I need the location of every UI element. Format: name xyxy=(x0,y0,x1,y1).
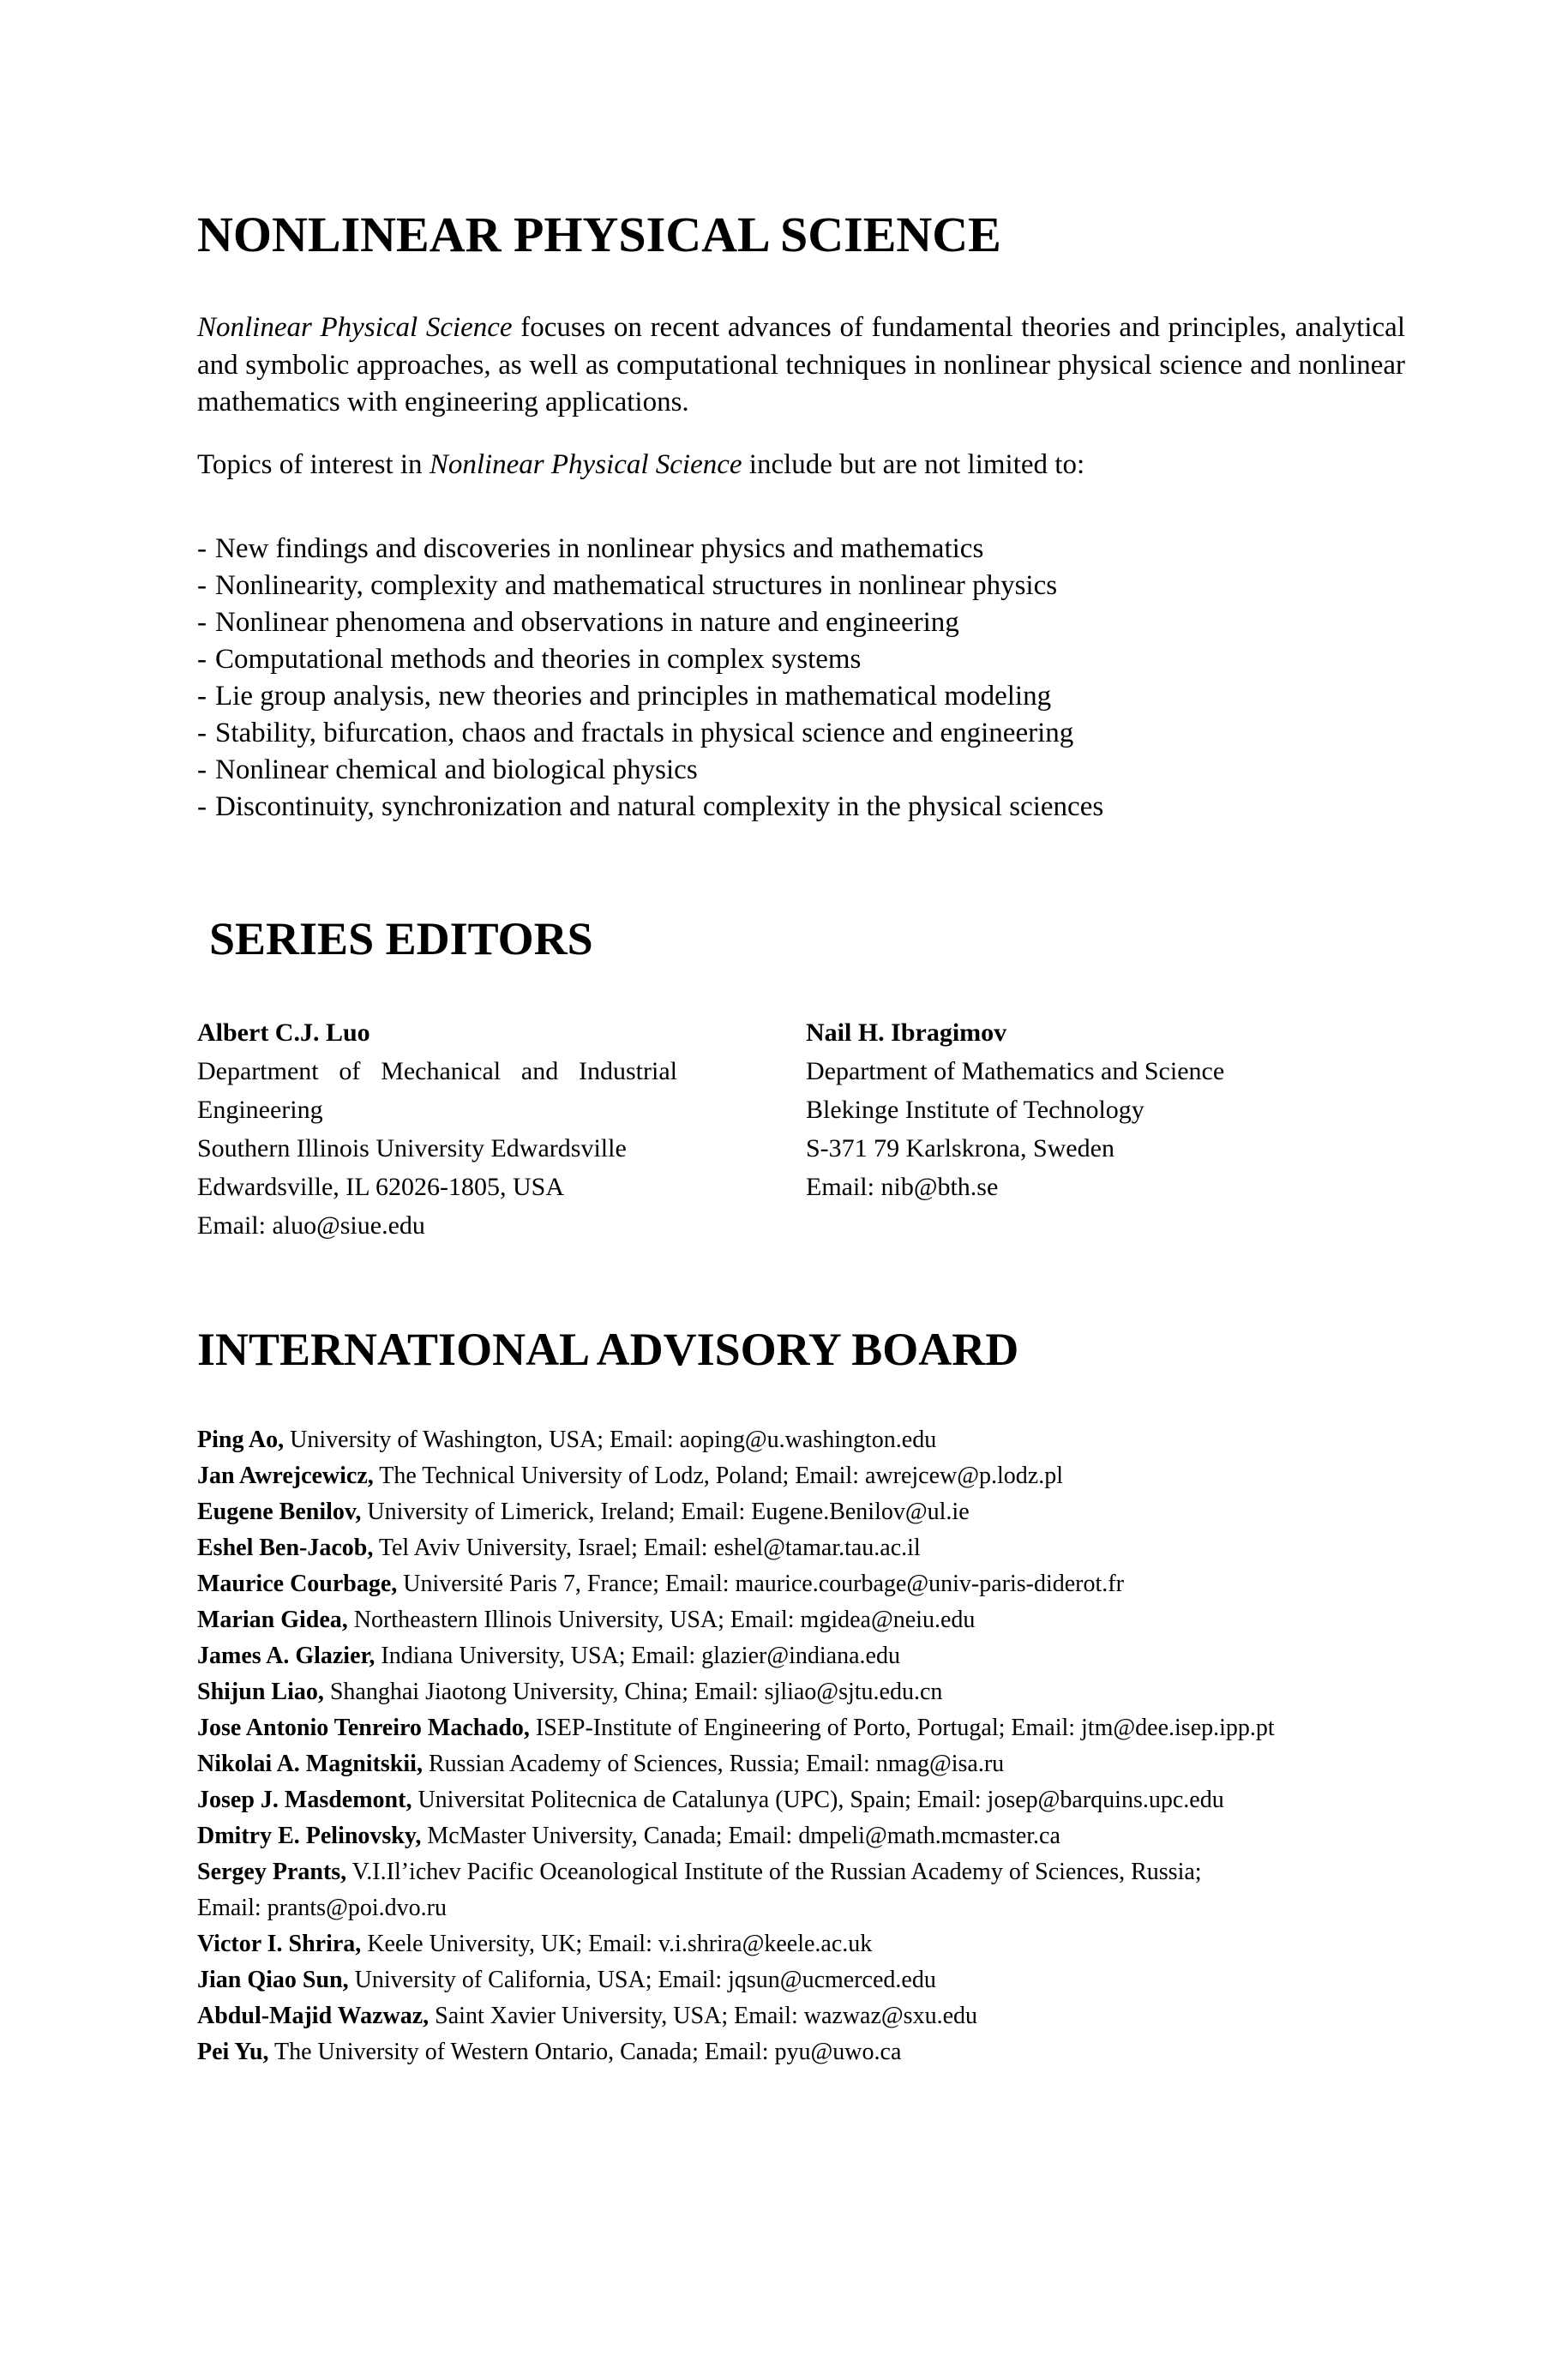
page-title: NONLINEAR PHYSICAL SCIENCE xyxy=(197,207,1001,262)
member-name: Eshel Ben-Jacob, xyxy=(197,1534,374,1561)
topic-item xyxy=(197,789,1405,826)
board-member-row xyxy=(197,1818,1405,1854)
topic-text: Stability, bifurcation, chaos and fractals in physical science and engineering xyxy=(215,717,1074,748)
board-member-row xyxy=(197,1458,1405,1494)
topic-item xyxy=(197,531,1405,568)
board-member-row xyxy=(197,1530,1405,1566)
member-affiliation-email: University of Limerick, Ireland; Email: Eugene.Benilov@ul.ie xyxy=(361,1498,970,1525)
topic-bullet: - xyxy=(197,532,207,564)
series-editors-heading: SERIES EDITORS xyxy=(209,912,593,964)
topic-text: New findings and discoveries in nonlinear physics and mathematics xyxy=(215,532,984,564)
board-member-row xyxy=(197,2034,1405,2070)
member-affiliation-email: The Technical University of Lodz, Poland; Email: awrejcew@p.lodz.pl xyxy=(373,1462,1064,1489)
advisory-board-heading: INTERNATIONAL ADVISORY BOARD xyxy=(197,1323,1019,1375)
topic-item xyxy=(197,641,1405,678)
topics-list xyxy=(197,531,1405,826)
editor-address: S-371 79 Karlskrona, Sweden xyxy=(806,1133,1114,1162)
member-name: Victor I. Shrira, xyxy=(197,1930,362,1957)
topics-intro xyxy=(197,446,1405,484)
member-name: Ping Ao, xyxy=(197,1426,285,1453)
member-affiliation-email: University of California, USA; Email: jqsun@ucmerced.edu xyxy=(348,1966,936,1993)
topic-bullet: - xyxy=(197,643,207,675)
series-description xyxy=(197,309,1405,422)
member-name: Maurice Courbage, xyxy=(197,1570,398,1597)
series-description-text: focuses on recent advances of fundamental theories and principles, analytical and symbolic approaches, as well as computational techniques in nonlinear physical science and nonlinear mathematics with engineering applications. xyxy=(197,312,1405,418)
board-member-row xyxy=(197,1998,1405,2034)
member-name: Jian Qiao Sun, xyxy=(197,1966,349,1993)
topics-intro-after: include but are not limited to: xyxy=(742,448,1085,480)
member-name: Abdul-Majid Wazwaz, xyxy=(197,2002,430,2029)
member-name: Marian Gidea, xyxy=(197,1606,348,1633)
topic-item xyxy=(197,715,1405,752)
member-name: Jan Awrejcewicz, xyxy=(197,1462,374,1489)
topic-bullet: - xyxy=(197,754,207,785)
member-name: Sergey Prants, xyxy=(197,1858,347,1885)
topic-bullet: - xyxy=(197,606,207,638)
member-affiliation-email: University of Washington, USA; Email: aoping@u.washington.edu xyxy=(284,1426,937,1453)
member-affiliation-email: Shanghai Jiaotong University, China; Email: sjliao@sjtu.edu.cn xyxy=(323,1678,943,1705)
editor-department: Department of Mathematics and Science xyxy=(806,1056,1225,1085)
series-name-italic: Nonlinear Physical Science xyxy=(197,312,513,343)
board-member-row xyxy=(197,1782,1405,1818)
topic-bullet: - xyxy=(197,680,207,712)
topic-text: Nonlinearity, complexity and mathematical structures in nonlinear physics xyxy=(215,569,1058,601)
topic-item xyxy=(197,568,1405,604)
topic-text: Discontinuity, synchronization and natural complexity in the physical sciences xyxy=(215,790,1104,822)
board-member-row xyxy=(197,1422,1405,1458)
member-affiliation-email: Universitat Politecnica de Catalunya (UPC), Spain; Email: josep@barquins.upc.edu xyxy=(412,1786,1224,1813)
member-affiliation-email: Russian Academy of Sciences, Russia; Email: nmag@isa.ru xyxy=(422,1750,1005,1777)
topic-text: Lie group analysis, new theories and principles in mathematical modeling xyxy=(215,680,1052,712)
member-affiliation-email: Keele University, UK; Email: v.i.shrira@keele.ac.uk xyxy=(361,1930,873,1957)
editor-email: Email: aluo@siue.edu xyxy=(197,1211,425,1240)
member-affiliation-email: Tel Aviv University, Israel; Email: eshel@tamar.tau.ac.il xyxy=(373,1534,921,1561)
board-member-row xyxy=(197,1494,1405,1530)
member-name: Nikolai A. Magnitskii, xyxy=(197,1750,423,1777)
topic-text: Nonlinear chemical and biological physics xyxy=(215,754,698,785)
topic-text: Nonlinear phenomena and observations in nature and engineering xyxy=(215,606,959,638)
editor-institution: Southern Illinois University Edwardsville xyxy=(197,1133,627,1162)
advisory-board-list xyxy=(197,1422,1405,2070)
editor-email: Email: nib@bth.se xyxy=(806,1172,999,1201)
editor-institution: Blekinge Institute of Technology xyxy=(806,1095,1144,1124)
member-affiliation-email: Saint Xavier University, USA; Email: wazwaz@sxu.edu xyxy=(429,2002,978,2029)
editor-department: Department of Mechanical and Industrial Engineering xyxy=(197,1056,677,1124)
board-member-row xyxy=(197,1566,1405,1602)
topics-intro-series-name-italic: Nonlinear Physical Science xyxy=(429,448,742,480)
member-name: James A. Glazier, xyxy=(197,1642,375,1669)
board-member-row xyxy=(197,1854,1405,1926)
member-name: Dmitry E. Pelinovsky, xyxy=(197,1822,422,1849)
member-affiliation-email: McMaster University, Canada; Email: dmpeli@math.mcmaster.ca xyxy=(421,1822,1060,1849)
member-name: Jose Antonio Tenreiro Machado, xyxy=(197,1714,530,1741)
topic-bullet: - xyxy=(197,790,207,822)
topic-bullet: - xyxy=(197,569,207,601)
member-name: Shijun Liao, xyxy=(197,1678,324,1705)
board-member-row xyxy=(197,1602,1405,1638)
member-name: Eugene Benilov, xyxy=(197,1498,362,1525)
editor-card-ibragimov xyxy=(806,1013,1224,1245)
board-member-row xyxy=(197,1674,1405,1710)
member-affiliation-email: V.I.Il’ichev Pacific Oceanological Institute of the Russian Academy of Sciences, Russia; xyxy=(346,1858,1202,1885)
member-affiliation-email: Indiana University, USA; Email: glazier@indiana.edu xyxy=(375,1642,900,1669)
member-name: Pei Yu, xyxy=(197,2038,269,2065)
editor-name: Albert C.J. Luo xyxy=(197,1018,370,1047)
topic-bullet: - xyxy=(197,717,207,748)
topic-item xyxy=(197,604,1405,641)
board-member-row xyxy=(197,1710,1405,1746)
topic-item xyxy=(197,678,1405,715)
member-affiliation-email: The University of Western Ontario, Canada; Email: pyu@uwo.ca xyxy=(268,2038,902,2065)
editor-card-luo xyxy=(197,1013,677,1245)
board-member-row xyxy=(197,1746,1405,1782)
topics-intro-before: Topics of interest in xyxy=(197,448,430,480)
editor-address: Edwardsville, IL 62026-1805, USA xyxy=(197,1172,564,1201)
member-affiliation-email: Université Paris 7, France; Email: maurice.courbage@univ-paris-diderot.fr xyxy=(397,1570,1124,1597)
board-member-row xyxy=(197,1638,1405,1674)
topic-item xyxy=(197,752,1405,789)
series-editors-columns xyxy=(197,1013,1405,1245)
editor-name: Nail H. Ibragimov xyxy=(806,1018,1007,1047)
member-name: Josep J. Masdemont, xyxy=(197,1786,412,1813)
member-email-continuation: Email: prants@poi.dvo.ru xyxy=(197,1894,447,1921)
board-member-row xyxy=(197,1926,1405,1962)
topic-text: Computational methods and theories in complex systems xyxy=(215,643,862,675)
member-affiliation-email: ISEP-Institute of Engineering of Porto, Portugal; Email: jtm@dee.isep.ipp.pt xyxy=(529,1714,1275,1741)
member-affiliation-email: Northeastern Illinois University, USA; Email: mgidea@neiu.edu xyxy=(347,1606,976,1633)
board-member-row xyxy=(197,1962,1405,1998)
